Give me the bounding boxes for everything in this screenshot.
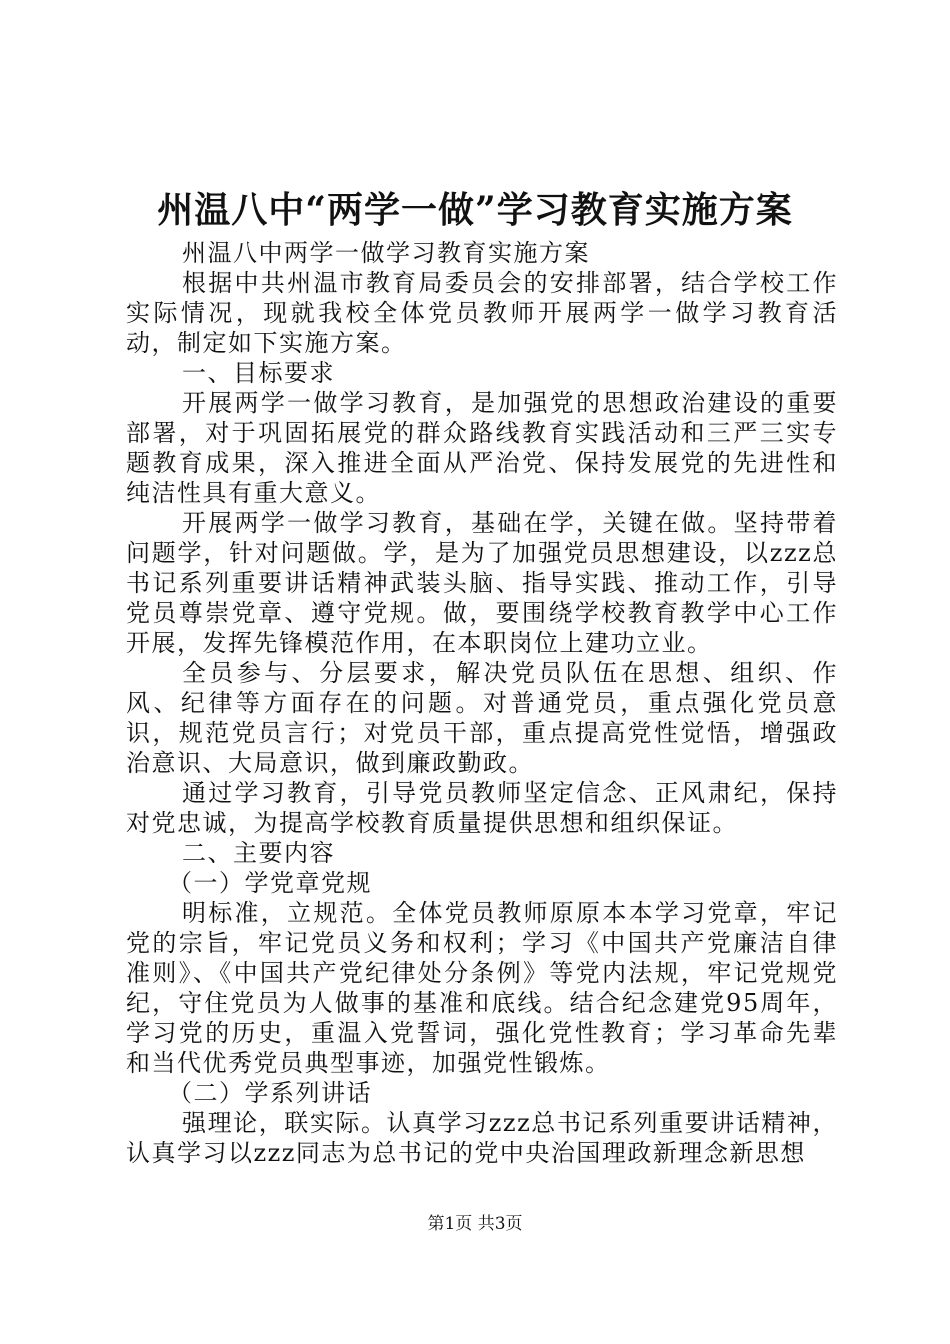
- page-number-footer: 第1页 共3页: [427, 1214, 523, 1234]
- paragraph-goals-significance: 开展两学一做学习教育，是加强党的思想政治建设的重要部署，对于巩固拓展党的群众路线教育实践活动和三严三实专题教育成果，深入推进全面从严治党、保持发展党的先进性和纯洁性具有重大意义。: [126, 389, 838, 507]
- paragraph-goals-outcome: 通过学习教育，引导党员教师坚定信念、正风肃纪，保持对党忠诚，为提高学校教育质量提供思想和组织保证。: [126, 779, 838, 837]
- document-body: [126, 238, 838, 1168]
- section-heading-goals: 一、目标要求: [182, 359, 335, 387]
- paragraph-subtitle: 州温八中两学一做学习教育实施方案: [182, 239, 590, 267]
- section-heading-content: 二、主要内容: [182, 839, 335, 867]
- paragraph-goals-participation: 全员参与、分层要求，解决党员队伍在思想、组织、作风、纪律等方面存在的问题。对普通党员，重点强化党员意识，规范党员言行；对党员干部，重点提高党性觉悟，增强政治意识、大局意识，做到廉政勤政。: [126, 659, 838, 777]
- paragraph-intro: 根据中共州温市教育局委员会的安排部署，结合学校工作实际情况，现就我校全体党员教师开展两学一做学习教育活动，制定如下实施方案。: [126, 269, 838, 357]
- paragraph-speeches: 强理论，联实际。认真学习zzz总书记系列重要讲话精神，认真学习以zzz同志为总书记的党中央治国理政新理念新思想: [126, 1109, 838, 1167]
- paragraph-goals-basis: 开展两学一做学习教育，基础在学，关键在做。坚持带着问题学，针对问题做。学，是为了加强党员思想建设，以zzz总书记系列重要讲话精神武装头脑、指导实践、推动工作，引导党员尊崇党章、遵守党规。做，要围绕学校教育教学中心工作开展，发挥先锋模范作用，在本职岗位上建功立业。: [126, 509, 838, 657]
- document-title: 州温八中“两学一做”学习教育实施方案: [157, 189, 793, 231]
- subsection-heading-party-rules: （一）学党章党规: [168, 869, 372, 897]
- paragraph-party-rules: 明标准，立规范。全体党员教师原原本本学习党章，牢记党的宗旨，牢记党员义务和权利；学习《中国共产党廉洁自律准则》、《中国共产党纪律处分条例》等党内法规，牢记党规党纪，守住党员为人做事的基准和底线。结合纪念建党95周年，学习党的历史，重温入党誓词，强化党性教育；学习革命先辈和当代优秀党员典型事迹，加强党性锻炼。: [126, 899, 838, 1077]
- subsection-heading-speeches: （二）学系列讲话: [168, 1079, 372, 1107]
